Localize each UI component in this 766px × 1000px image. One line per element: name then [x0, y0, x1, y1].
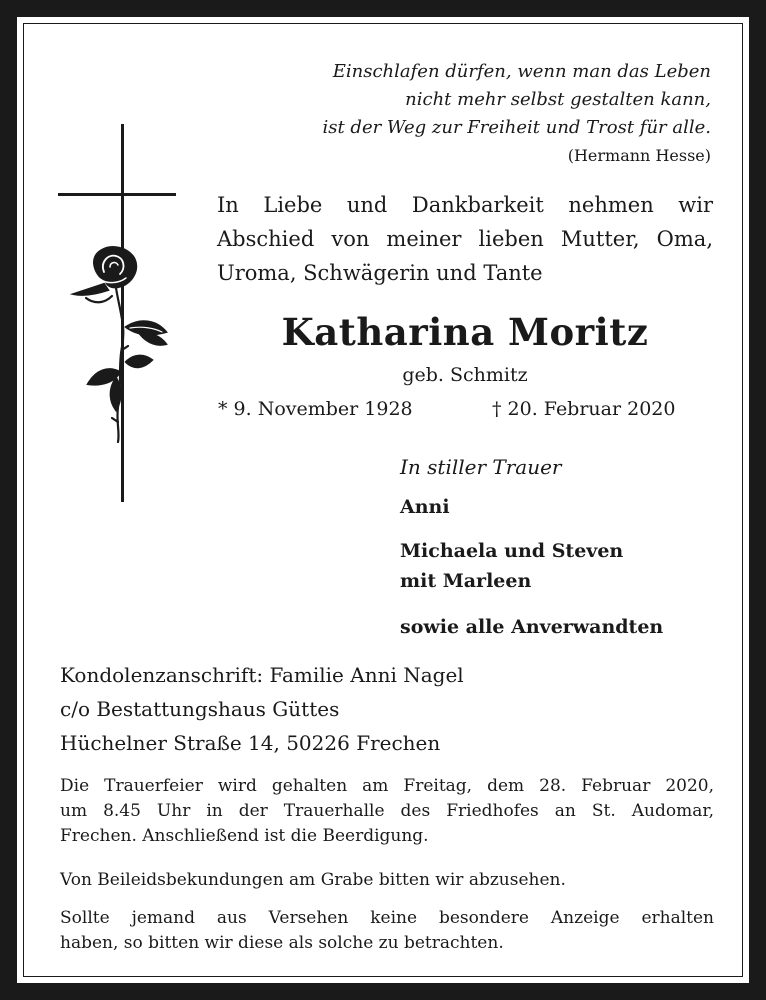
intro-line: In Liebe und Dankbarkeit nehmen wir: [217, 193, 713, 217]
address-line: Kondolenzanschrift: Familie Anni Nagel: [60, 663, 464, 687]
death-date: † 20. Februar 2020: [492, 398, 676, 420]
funeral-notice: [60, 774, 714, 849]
intro-line: Abschied von meiner lieben Mutter, Oma,: [217, 227, 713, 251]
mourner-name: sowie alle Anverwandten: [400, 616, 664, 638]
mourner-name: mit Marleen: [400, 570, 532, 592]
maiden-name: geb. Schmitz: [402, 364, 528, 386]
mourning-heading: In stiller Trauer: [400, 455, 562, 479]
funeral-line: um 8.45 Uhr in der Trauerhalle des Friedhofes an St. Audomar,: [60, 801, 714, 821]
rose-icon: [74, 247, 166, 442]
closing-line: Sollte jemand aus Versehen keine besondere Anzeige erhalten: [60, 908, 714, 928]
grave-notice: Von Beileidsbekundungen am Grabe bitten wir abzusehen.: [60, 870, 566, 890]
cross-icon: [56, 122, 176, 506]
quote-author: (Hermann Hesse): [567, 146, 711, 165]
intro-line: Uroma, Schwägerin und Tante: [217, 261, 543, 285]
address-line: c/o Bestattungshaus Güttes: [60, 697, 340, 721]
condolence-address: [60, 658, 464, 760]
mourner-name: Anni: [400, 496, 450, 518]
funeral-line: Frechen. Anschließend ist die Beerdigung.: [60, 826, 429, 846]
address-line: Hüchelner Straße 14, 50226 Frechen: [60, 731, 441, 755]
intro-text: [217, 188, 713, 290]
deceased-name: Katharina Moritz: [281, 310, 649, 354]
birth-date: * 9. November 1928: [218, 398, 413, 420]
mourner-name: Michaela und Steven: [400, 540, 624, 562]
quote-line: Einschlafen dürfen, wenn man das Leben: [332, 61, 711, 82]
funeral-line: Die Trauerfeier wird gehalten am Freitag, dem 28. Februar 2020,: [60, 776, 714, 796]
quote-line: ist der Weg zur Freiheit und Trost für alle.: [322, 117, 711, 138]
hesse-quote: [291, 58, 711, 170]
closing-line: haben, so bitten wir diese als solche zu betrachten.: [60, 933, 504, 953]
quote-line: nicht mehr selbst gestalten kann,: [405, 89, 711, 110]
closing-notice: [60, 906, 714, 956]
